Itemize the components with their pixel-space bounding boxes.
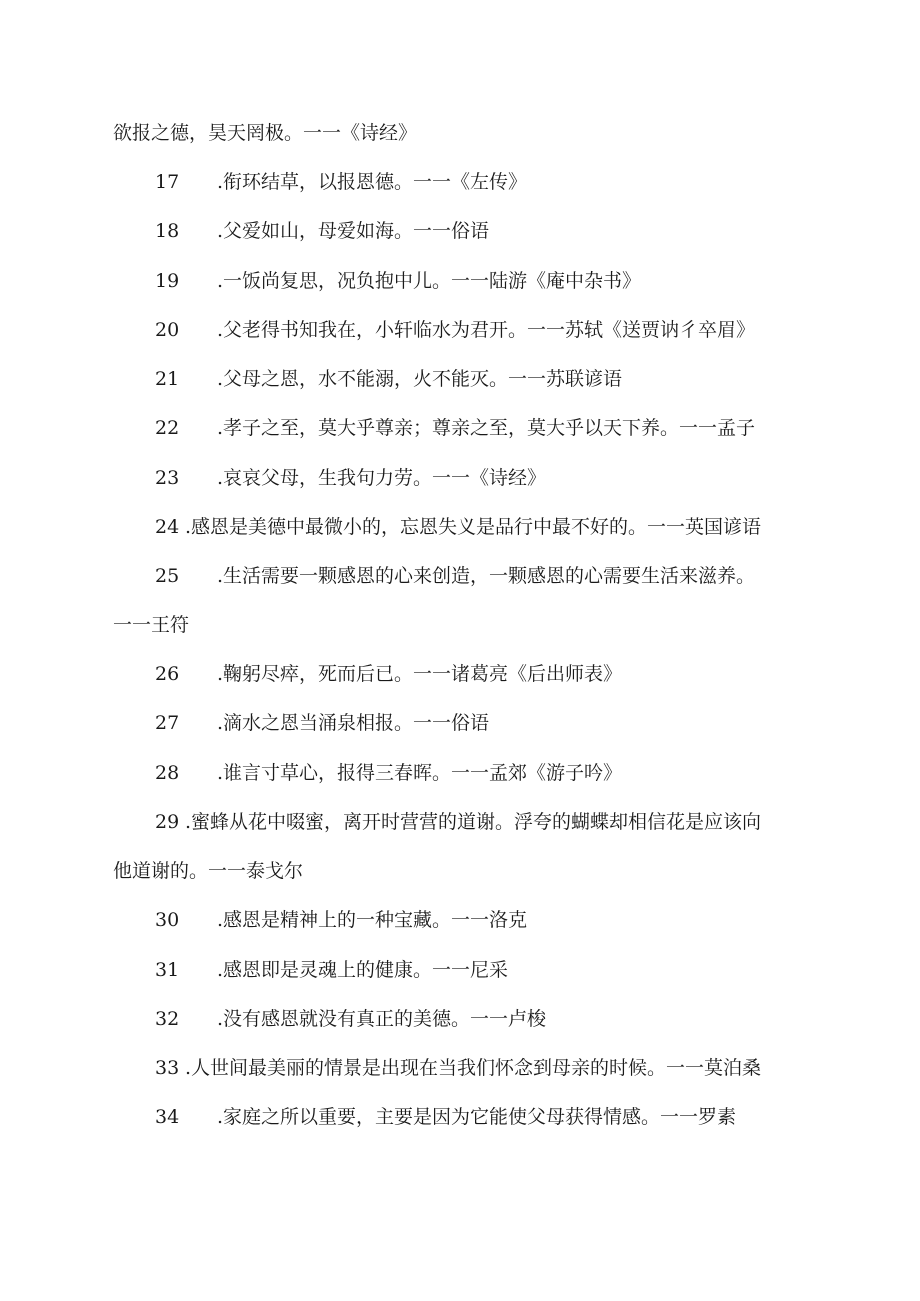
quote-number: 20: [155, 319, 180, 341]
quote-text: 一一王符: [113, 614, 190, 636]
quote-number: 32: [155, 1008, 180, 1030]
quote-text: 欲报之德，昊天罔极。一一《诗经》: [113, 122, 418, 144]
quote-text: .父爱如山，母爱如海。一一俗语: [217, 220, 490, 242]
quote-text: .父老得书知我在，小轩临水为君开。一一苏轼《送贾讷彳卒眉》: [217, 319, 756, 341]
quote-number: 17: [155, 171, 180, 193]
quote-text: .谁言寸草心，报得三春晖。一一孟郊《游子吟》: [217, 762, 623, 784]
quote-number: 25: [155, 565, 180, 587]
quote-number: 30: [155, 909, 180, 931]
quote-text: 他道谢的。一一泰戈尔: [113, 860, 304, 882]
quote-text: .没有感恩就没有真正的美德。一一卢梭: [217, 1008, 547, 1030]
quote-text: .家庭之所以重要，主要是因为它能使父母获得情感。一一罗素: [217, 1106, 737, 1128]
quote-number: 23: [155, 467, 180, 489]
quote-text: .哀哀父母，生我句力劳。一一《诗经》: [217, 467, 547, 489]
quote-text: .滴水之恩当涌泉相报。一一俗语: [217, 712, 490, 734]
quote-text: .人世间最美丽的情景是出现在当我们怀念到母亲的时候。一一莫泊桑: [185, 1057, 762, 1079]
quote-number: 24: [155, 516, 180, 538]
quote-line-continuation: [113, 120, 417, 146]
quote-number: 18: [155, 220, 180, 242]
quote-number: 33: [155, 1057, 180, 1079]
quote-number: 21: [155, 368, 180, 390]
quote-text: .生活需要一颗感恩的心来创造，一颗感恩的心需要生活来滋养。: [217, 565, 756, 587]
quote-number: 19: [155, 270, 180, 292]
quote-number: 28: [155, 762, 180, 784]
quote-text: .鞠躬尽瘁，死而后已。一一诸葛亮《后出师表》: [217, 663, 623, 685]
quote-text: .父母之恩，水不能溺，火不能灭。一一苏联谚语: [217, 368, 623, 390]
quote-text: .感恩即是灵魂上的健康。一一尼采: [217, 959, 509, 981]
quote-text: .一饭尚复思，况负抱中儿。一一陆游《庵中杂书》: [217, 270, 642, 292]
quote-text: .孝子之至，莫大乎尊亲；尊亲之至，莫大乎以天下养。一一孟子: [217, 417, 756, 439]
quote-number: 26: [155, 663, 180, 685]
quote-text: .感恩是美德中最微小的，忘恩失义是品行中最不好的。一一英国谚语: [185, 516, 762, 538]
quote-number: 31: [155, 959, 180, 981]
quote-number: 22: [155, 417, 180, 439]
quote-number: 29: [155, 811, 180, 833]
quote-text: .感恩是精神上的一种宝藏。一一洛克: [217, 909, 528, 931]
quote-number: 34: [155, 1106, 180, 1128]
quote-line-continuation: [113, 858, 303, 884]
quote-text: .衔环结草，以报恩德。一一《左传》: [217, 171, 528, 193]
quote-text: .蜜蜂从花中啜蜜，离开时营营的道谢。浮夸的蝴蝶却相信花是应该向: [185, 811, 762, 833]
quote-number: 27: [155, 712, 180, 734]
quote-line-continuation: [113, 612, 189, 638]
